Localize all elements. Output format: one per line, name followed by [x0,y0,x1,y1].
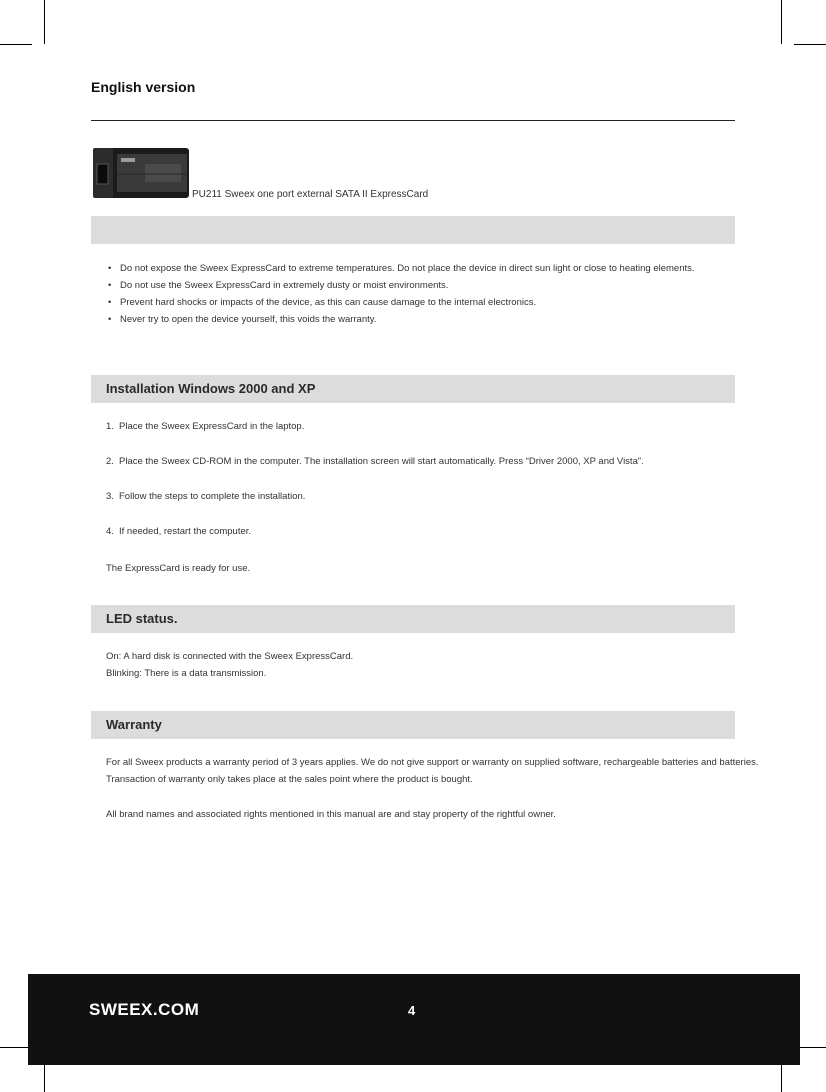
step-text: Place the Sweex CD-ROM in the computer. The installation screen will start automatically. Press “Driver 2000, XP and Vista”. [119,456,644,467]
led-title: LED status. [106,611,178,626]
list-item [106,418,644,435]
led-line: On: A hard disk is connected with the Sweex ExpressCard. [106,651,354,662]
brand-logo: SWEEX.COM [89,1000,200,1019]
page-number: 4 [408,1003,416,1018]
crop-mark [781,1062,782,1092]
step-text: If needed, restart the computer. [119,526,252,537]
list-item: • Prevent hard shocks or impacts of the device, as this can cause damage to the internal electronics. [106,294,695,311]
product-caption: PU211 Sweex one port external SATA II ExpressCard [192,189,429,200]
crop-mark [0,44,32,45]
crop-mark [794,44,826,45]
precautions-band [91,216,735,244]
step-number: 4. [106,526,114,537]
led-band [91,605,735,633]
warranty-line: For all Sweex products a warranty period of 3 years applies. We do not give support or warranty on supplied software, rechargeable batteries and batteries. [106,757,759,768]
led-line: Blinking: There is a data transmission. [106,668,267,679]
list-item: • Never try to open the device yourself, this voids the warranty. [106,311,695,328]
installation-band [91,375,735,403]
header-divider [91,120,735,121]
list-item: • Do not expose the Sweex ExpressCard to extreme temperatures. Do not place the device in direct sun light or close to heating elements. [106,260,695,277]
warranty-line: All brand names and associated rights mentioned in this manual are and stay property of the rightful owner. [106,809,556,820]
warranty-line: Transaction of warranty only takes place at the sales point where the product is bought. [106,774,473,785]
list-item: • Do not use the Sweex ExpressCard in extremely dusty or moist environments. [106,277,695,294]
crop-mark [44,1062,45,1092]
list-item [106,523,644,540]
installation-title: Installation Windows 2000 and XP [106,381,316,396]
warranty-band [91,711,735,739]
step-number: 3. [106,491,114,502]
precautions-list [106,260,695,328]
page-language-label: English version [91,79,196,95]
crop-mark [44,0,45,44]
step-text: Follow the steps to complete the installation. [119,491,306,502]
step-text: Place the Sweex ExpressCard in the laptop. [119,421,305,432]
step-number: 1. [106,421,114,432]
crop-mark [781,0,782,44]
footer-bar [28,974,800,1065]
warranty-title: Warranty [106,717,162,732]
list-item [106,488,644,505]
installation-closing: The ExpressCard is ready for use. [106,563,251,574]
step-number: 2. [106,456,114,467]
list-item [106,453,644,470]
installation-steps [106,418,644,558]
expresscard-icon [91,134,191,201]
